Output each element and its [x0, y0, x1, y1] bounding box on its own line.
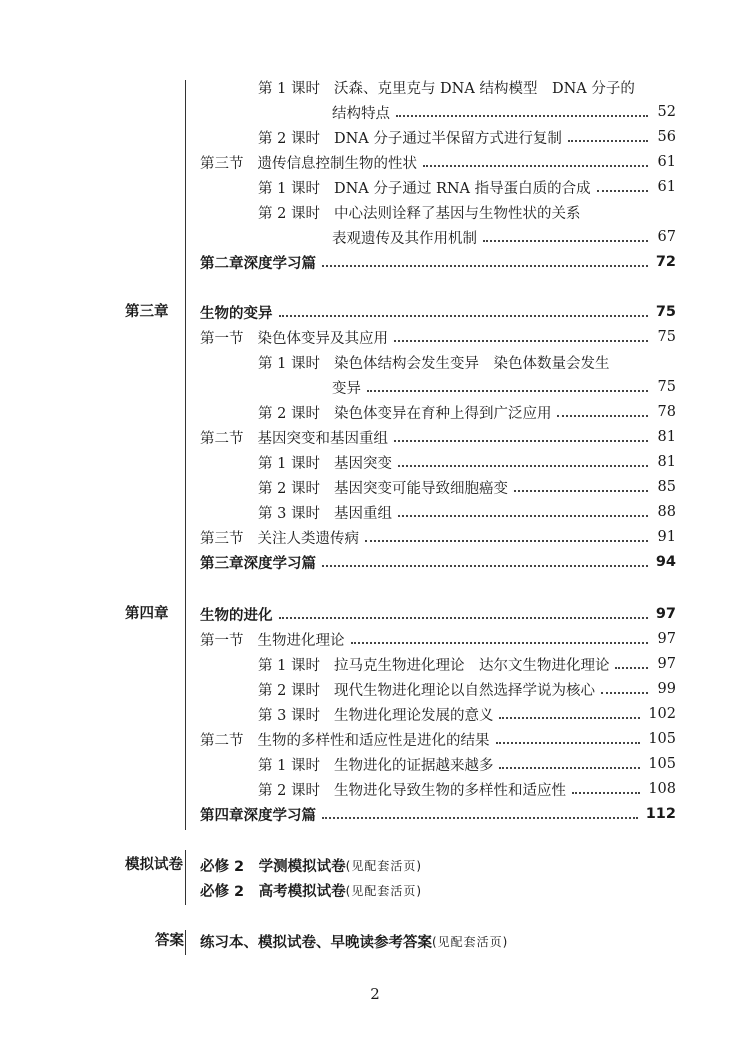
vertical-rule-exam: [185, 850, 186, 905]
toc-title: 表观遗传及其作用机制: [332, 230, 477, 247]
toc-entry[interactable]: [258, 200, 676, 224]
toc-entry[interactable]: [200, 550, 676, 574]
toc-label: 第三节: [200, 155, 244, 172]
toc-title: DNA 分子通过 RNA 指导蛋白质的合成: [333, 180, 591, 197]
toc-label: 第二节: [200, 430, 244, 447]
toc-label: 第 2 课时: [258, 130, 320, 147]
toc-entry[interactable]: [258, 652, 676, 676]
dot-leader: [279, 617, 648, 619]
vertical-rule-main: [185, 80, 186, 830]
dot-leader: [423, 165, 648, 167]
toc-entry[interactable]: [200, 300, 676, 324]
chapter-3-label: 第三章: [125, 304, 169, 320]
toc-title: 中心法则诠释了基因与生物性状的关系: [333, 205, 581, 222]
toc-entry[interactable]: [200, 250, 676, 274]
toc-label: 第三节: [200, 530, 244, 547]
toc-entry[interactable]: [258, 475, 676, 499]
dot-leader: [557, 415, 648, 417]
answer-title: 练习本、模拟试卷、早晚读参考答案: [200, 934, 432, 951]
toc-page: 72: [655, 254, 676, 270]
toc-label: 第一节: [200, 632, 244, 649]
toc-title: 基因重组: [333, 505, 392, 522]
toc-entry[interactable]: [258, 125, 676, 149]
toc-label: 第 3 课时: [258, 505, 320, 522]
toc-page: 78: [657, 404, 676, 420]
dot-leader: [483, 240, 648, 242]
toc-title: 变异: [332, 380, 361, 397]
toc-title: 生物进化的证据越来越多: [333, 757, 494, 774]
exam-note: (见配套活页): [345, 858, 423, 873]
toc-entry[interactable]: [258, 350, 676, 374]
toc-page: 112: [645, 806, 676, 822]
dot-leader: [499, 717, 640, 719]
page-number: 2: [370, 985, 380, 1003]
toc-label: 第 2 课时: [258, 405, 320, 422]
dot-leader: [365, 540, 648, 542]
dot-leader: [398, 465, 648, 467]
answer-section-label: 答案: [155, 933, 184, 949]
toc-entry[interactable]: [258, 677, 676, 701]
toc-page: 61: [657, 154, 676, 170]
toc-label: 第 1 课时: [258, 657, 320, 674]
toc-title: 生物的变异: [200, 305, 273, 322]
toc-title: 基因突变可能导致细胞癌变: [333, 480, 508, 497]
toc-page: 99: [657, 681, 676, 697]
toc-entry[interactable]: [200, 425, 676, 449]
toc-entry[interactable]: [200, 602, 676, 626]
toc-page: 108: [648, 781, 676, 797]
dot-leader: [351, 642, 649, 644]
toc-page: 75: [657, 379, 676, 395]
toc-label: 第 1 课时: [258, 455, 320, 472]
toc-page: 94: [655, 554, 676, 570]
toc-title: 第二章深度学习篇: [200, 255, 316, 272]
toc-title: 基因突变: [333, 455, 392, 472]
toc-entry[interactable]: [200, 525, 676, 549]
toc-entry[interactable]: [258, 702, 676, 726]
toc-page: 91: [657, 529, 676, 545]
toc-entry[interactable]: [200, 150, 676, 174]
dot-leader: [394, 340, 648, 342]
dot-leader: [398, 515, 648, 517]
exam-title: 必修 2 高考模拟试卷: [200, 883, 346, 900]
toc-title: 拉马克生物进化理论 达尔文生物进化理论: [333, 657, 610, 674]
vertical-rule-answer: [185, 930, 186, 955]
toc-entry[interactable]: [258, 450, 676, 474]
toc-label: 第 2 课时: [258, 480, 320, 497]
chapter-4-label: 第四章: [125, 606, 169, 622]
toc-entry[interactable]: [258, 400, 676, 424]
toc-title: 生物的多样性和适应性是进化的结果: [257, 732, 490, 749]
dot-leader: [322, 265, 648, 267]
toc-page: 97: [657, 656, 676, 672]
toc-entry[interactable]: [200, 325, 676, 349]
exam-title: 必修 2 学测模拟试卷: [200, 858, 346, 875]
toc-entry[interactable]: [332, 100, 676, 124]
toc-entry[interactable]: [200, 802, 676, 826]
toc-label: 第 1 课时: [258, 180, 320, 197]
exam-note: (见配套活页): [345, 883, 423, 898]
toc-title: 染色体结构会发生变异 染色体数量会发生: [333, 355, 610, 372]
toc-label: 第 1 课时: [258, 355, 320, 372]
toc-title: DNA 分子通过半保留方式进行复制: [333, 130, 562, 147]
dot-leader: [394, 440, 648, 442]
toc-entry[interactable]: [258, 752, 676, 776]
toc-entry[interactable]: [258, 500, 676, 524]
dot-leader: [615, 667, 648, 669]
dot-leader: [396, 115, 648, 117]
toc-page: 81: [657, 454, 676, 470]
dot-leader: [601, 692, 648, 694]
toc-page: 105: [648, 731, 676, 747]
toc-entry[interactable]: [200, 727, 676, 751]
toc-title: 染色体变异在育种上得到广泛应用: [333, 405, 552, 422]
toc-page: 67: [657, 229, 676, 245]
toc-page: 97: [655, 606, 676, 622]
toc-page: 75: [655, 304, 676, 320]
toc-label: 第一节: [200, 330, 244, 347]
dot-leader: [499, 767, 640, 769]
toc-entry[interactable]: [258, 175, 676, 199]
toc-label: 第 2 课时: [258, 782, 320, 799]
dot-leader: [322, 565, 648, 567]
toc-label: 第 2 课时: [258, 205, 320, 222]
toc-page: 105: [648, 756, 676, 772]
toc-title: 染色体变异及其应用: [257, 330, 388, 347]
toc-entry[interactable]: [200, 627, 676, 651]
toc-title: 生物进化理论: [257, 632, 345, 649]
toc-page: 52: [657, 104, 676, 120]
toc-label: 第 1 课时: [258, 757, 320, 774]
dot-leader: [279, 315, 648, 317]
dot-leader: [367, 390, 648, 392]
toc-entry[interactable]: [258, 75, 676, 99]
toc-title: 生物的进化: [200, 607, 273, 624]
toc-label: 第 3 课时: [258, 707, 320, 724]
dot-leader: [572, 792, 640, 794]
dot-leader: [496, 742, 641, 744]
toc-page: 85: [657, 479, 676, 495]
toc-title: 沃森、克里克与 DNA 结构模型 DNA 分子的: [333, 80, 635, 97]
toc-entry[interactable]: [332, 225, 676, 249]
dot-leader: [597, 190, 648, 192]
toc-label: 第 1 课时: [258, 80, 320, 97]
toc-entry[interactable]: [332, 375, 676, 399]
toc-title: 结构特点: [332, 105, 390, 122]
dot-leader: [514, 490, 648, 492]
toc-page: 75: [657, 329, 676, 345]
exam-entry[interactable]: [200, 853, 676, 877]
dot-leader: [322, 817, 638, 819]
toc-page: 102: [648, 706, 676, 722]
toc-title: 基因突变和基因重组: [257, 430, 388, 447]
toc-title: 现代生物进化理论以自然选择学说为核心: [333, 682, 595, 699]
toc-page: 97: [657, 631, 676, 647]
toc-label: 第二节: [200, 732, 244, 749]
toc-label: 第 2 课时: [258, 682, 320, 699]
toc-entry[interactable]: [258, 777, 676, 801]
exam-entry[interactable]: [200, 878, 676, 902]
toc-title: 生物进化理论发展的意义: [333, 707, 494, 724]
toc-title: 关注人类遗传病: [257, 530, 359, 547]
toc-title: 生物进化导致生物的多样性和适应性: [333, 782, 566, 799]
toc-title: 遗传信息控制生物的性状: [257, 155, 417, 172]
toc-page: 88: [657, 504, 676, 520]
exam-section-label: 模拟试卷: [125, 857, 183, 873]
dot-leader: [568, 140, 648, 142]
answer-note: (见配套活页): [432, 934, 509, 949]
toc-page: 81: [657, 429, 676, 445]
toc-page: 61: [657, 179, 676, 195]
answer-entry[interactable]: [200, 929, 676, 953]
toc-title: 第三章深度学习篇: [200, 555, 316, 572]
toc-page: 56: [657, 129, 676, 145]
toc-title: 第四章深度学习篇: [200, 807, 316, 824]
